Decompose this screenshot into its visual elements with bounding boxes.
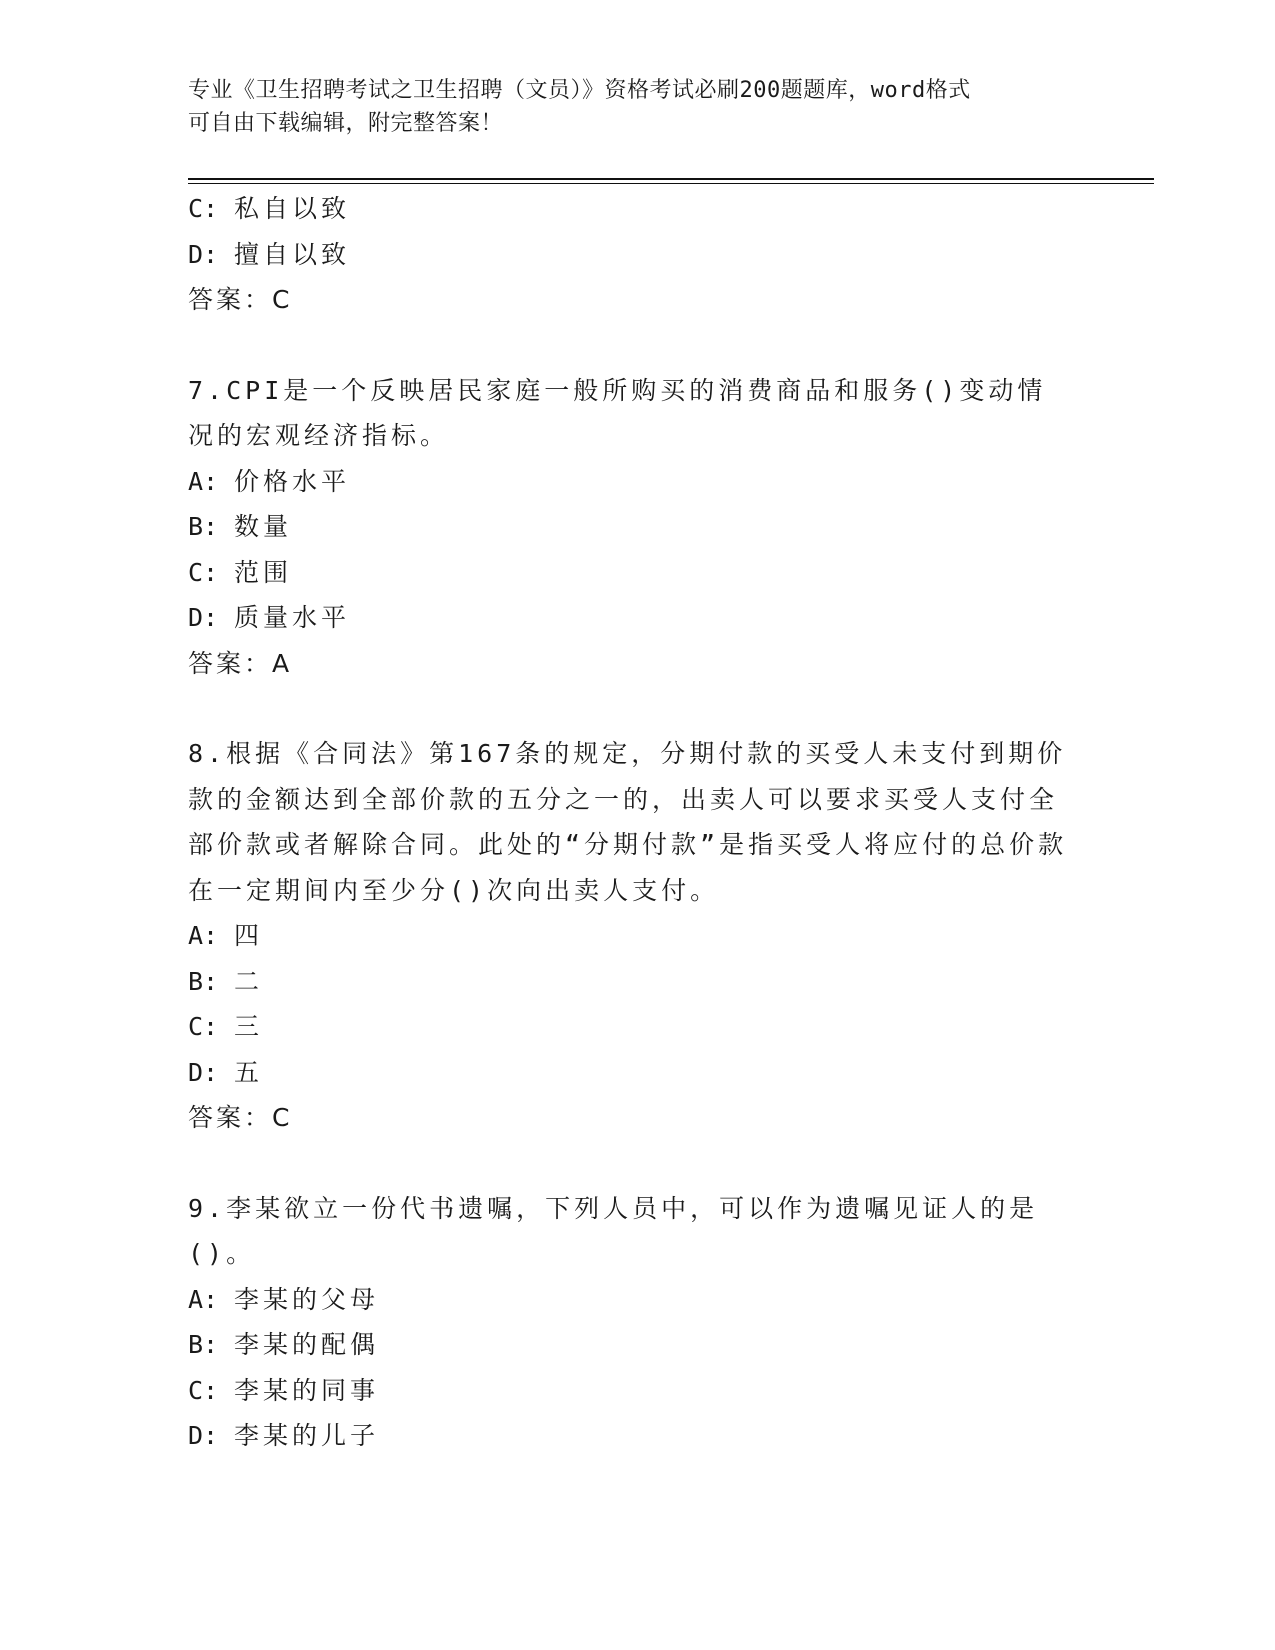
spacer bbox=[188, 323, 1088, 368]
document-header bbox=[188, 74, 1068, 140]
option-text: 数量 bbox=[234, 512, 293, 541]
question-8-block bbox=[188, 731, 1088, 1141]
option-c bbox=[188, 550, 1088, 596]
option-letter: B: bbox=[188, 512, 219, 541]
option-text: 价格水平 bbox=[234, 466, 351, 496]
header-line-1: 专业《卫生招聘考试之卫生招聘（文员）》资格考试必刷200题题库，word格式 bbox=[188, 78, 971, 103]
option-letter: D: bbox=[188, 603, 219, 632]
option-text: 范围 bbox=[234, 557, 293, 587]
option-letter: C: bbox=[188, 1375, 219, 1405]
header-divider-thick bbox=[188, 178, 1154, 180]
option-letter: C: bbox=[188, 1012, 219, 1041]
option-letter: C: bbox=[188, 194, 219, 223]
question-9-block bbox=[188, 1186, 1088, 1459]
option-text: 质量水平 bbox=[234, 603, 351, 632]
spacer bbox=[188, 1141, 1088, 1186]
question-text: 7.CPI是一个反映居民家庭一般所购买的消费商品和服务()变动情况的宏观经济指标。 bbox=[188, 375, 1047, 450]
option-letter: D: bbox=[188, 1421, 219, 1450]
option-letter: C: bbox=[188, 557, 219, 587]
prev-question-block bbox=[188, 186, 1088, 323]
option-d bbox=[188, 1413, 1088, 1459]
option-text: 私自以致 bbox=[234, 194, 351, 223]
option-d bbox=[188, 1050, 1088, 1096]
option-text: 李某的配偶 bbox=[234, 1330, 380, 1359]
option-a bbox=[188, 459, 1088, 505]
question-text: 8.根据《合同法》第167条的规定，分期付款的买受人未支付到期价款的金额达到全部价款的五分之一的，出卖人可以要求买受人支付全部价款或者解除合同。此处的“分期付款”是指买受人将应付的总价款在一定期间内至少分()次向出卖人支付。 bbox=[188, 739, 1068, 905]
option-letter: A: bbox=[188, 1284, 219, 1314]
question-text: 9.李某欲立一份代书遗嘱，下列人员中，可以作为遗嘱见证人的是()。 bbox=[188, 1193, 1039, 1268]
option-text: 四 bbox=[234, 921, 264, 950]
document-body bbox=[188, 186, 1088, 1459]
option-b bbox=[188, 504, 1088, 550]
option-text: 李某的父母 bbox=[234, 1284, 380, 1314]
option-text: 五 bbox=[234, 1057, 264, 1087]
header-line-2: 可自由下载编辑，附完整答案！ bbox=[188, 111, 504, 136]
option-c bbox=[188, 186, 1088, 232]
option-letter: D: bbox=[188, 239, 219, 269]
option-b bbox=[188, 959, 1088, 1005]
option-letter: B: bbox=[188, 1330, 219, 1359]
option-d bbox=[188, 232, 1088, 278]
answer-line: 答案：A bbox=[188, 648, 293, 678]
option-letter: D: bbox=[188, 1057, 219, 1087]
option-c bbox=[188, 1368, 1088, 1414]
option-text: 李某的儿子 bbox=[234, 1421, 380, 1450]
option-b bbox=[188, 1322, 1088, 1368]
header-divider-thin bbox=[188, 183, 1154, 184]
option-letter: B: bbox=[188, 966, 219, 996]
option-text: 擅自以致 bbox=[234, 239, 351, 269]
answer-line: 答案：C bbox=[188, 285, 293, 314]
answer-line: 答案：C bbox=[188, 1103, 293, 1132]
option-a bbox=[188, 913, 1088, 959]
option-c bbox=[188, 1004, 1088, 1050]
option-letter: A: bbox=[188, 466, 219, 496]
option-d bbox=[188, 595, 1088, 641]
option-text: 三 bbox=[234, 1012, 264, 1041]
option-text: 李某的同事 bbox=[234, 1375, 380, 1405]
question-7-block bbox=[188, 368, 1088, 687]
spacer bbox=[188, 686, 1088, 731]
option-a bbox=[188, 1277, 1088, 1323]
option-letter: A: bbox=[188, 921, 219, 950]
option-text: 二 bbox=[234, 966, 264, 996]
